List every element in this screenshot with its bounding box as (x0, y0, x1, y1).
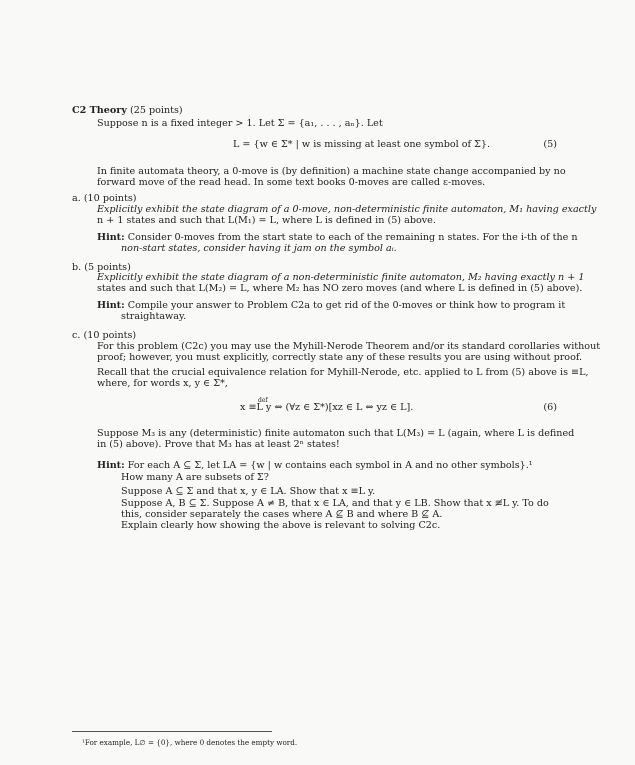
problem-title: C2 Theory (72, 105, 127, 116)
problem-heading (72, 105, 183, 117)
part-a-line-1: Explicitly exhibit the state diagram of a 0-move, non-deterministic finite automaton, M₁ having exactly (97, 204, 597, 215)
part-a-hint (97, 232, 578, 244)
part-c-hint-line-3: Suppose A ⊆ Σ and that x, y ∈ LA. Show that x ≡L y. (121, 486, 376, 497)
intro-line-1: Suppose n is a fixed integer > 1. Let Σ = {a₁, . . . , aₙ}. Let (97, 118, 383, 129)
equation-5-number: (5) (543, 139, 557, 150)
part-c-hint-line-5: this, consider separately the cases where A ⊈ B and where B ⊈ A. (121, 509, 443, 520)
part-c-hint-line-2: How many A are subsets of Σ? (121, 472, 269, 483)
footnote-rule (72, 731, 272, 732)
part-c-hint-label: Hint: (97, 460, 125, 471)
intro-line-2: In finite automata theory, a 0-move is (by definition) a machine state change accompanied by no (97, 166, 566, 177)
part-c-line-6: in (5) above). Prove that M₃ has at least 2ⁿ states! (97, 439, 340, 450)
equation-6-def: def (258, 397, 268, 404)
part-c-line-2: proof; however, you must explicitly, correctly state any of these results you are using without proof. (97, 352, 583, 363)
part-a-label: a. (10 points) (72, 193, 137, 204)
part-c-hint-line-6: Explain clearly how showing the above is relevant to solving C2c. (121, 520, 441, 531)
part-c-line-5: Suppose M₃ is any (deterministic) finite automaton such that L(M₃) = L (again, where L is defined (97, 428, 575, 439)
problem-points: (25 points) (129, 105, 183, 116)
part-c-hint (97, 460, 533, 472)
part-c-hint-line-1: For each A ⊆ Σ, let LA = {w | w contains each symbol in A and no other symbols}.¹ (127, 460, 533, 471)
part-b-line-1: Explicitly exhibit the state diagram of a non-deterministic finite automaton, M₂ having exactly n + 1 (97, 272, 585, 283)
part-a-hint-label: Hint: (97, 232, 125, 243)
part-c-hint-line-4: Suppose A, B ⊆ Σ. Suppose A ≠ B, that x ∈ LA, and that y ∈ LB. Show that x ≢L y. To do (121, 498, 549, 509)
part-b-hint (97, 300, 565, 312)
part-b-hint-line-2: straightaway. (121, 311, 187, 322)
part-c-line-1: For this problem (C2c) you may use the Myhill-Nerode Theorem and/or its standard corollaries without (97, 341, 601, 352)
footnote: ¹For example, L∅ = {0}, where 0 denotes the empty word. (82, 738, 298, 747)
equation-6-number: (6) (543, 402, 557, 413)
equation-5: L = {w ∈ Σ* | w is missing at least one symbol of Σ}. (233, 139, 491, 150)
part-a-line-2: n + 1 states and such that L(M₁) = L, where L is defined in (5) above. (97, 215, 436, 226)
part-c-line-3: Recall that the crucial equivalence relation for Myhill-Nerode, etc. applied to L from (5) above is ≡L, (97, 367, 589, 378)
part-b-hint-label: Hint: (97, 300, 125, 311)
part-c-line-4: where, for words x, y ∈ Σ*, (97, 378, 228, 389)
part-b-hint-line-1: Compile your answer to Problem C2a to get rid of the 0-moves or think how to program it (127, 300, 566, 311)
part-a-hint-line-2: non-start states, consider having it jam on the symbol aᵢ. (121, 243, 397, 254)
part-b-line-2: states and such that L(M₂) = L, where M₂ has NO zero moves (and where L is defined in (5) above). (97, 283, 583, 294)
part-a-hint-line-1: Consider 0-moves from the start state to each of the remaining n states. For the i-th of the n (127, 232, 578, 243)
equation-6: x ≡L y ⇔ (∀z ∈ Σ*)[xz ∈ L ⇔ yz ∈ L]. (240, 402, 414, 413)
part-b-label: b. (5 points) (72, 262, 131, 273)
part-c-label: c. (10 points) (72, 330, 137, 341)
intro-line-3: forward move of the read head. In some text books 0-moves are called ε-moves. (97, 177, 486, 188)
